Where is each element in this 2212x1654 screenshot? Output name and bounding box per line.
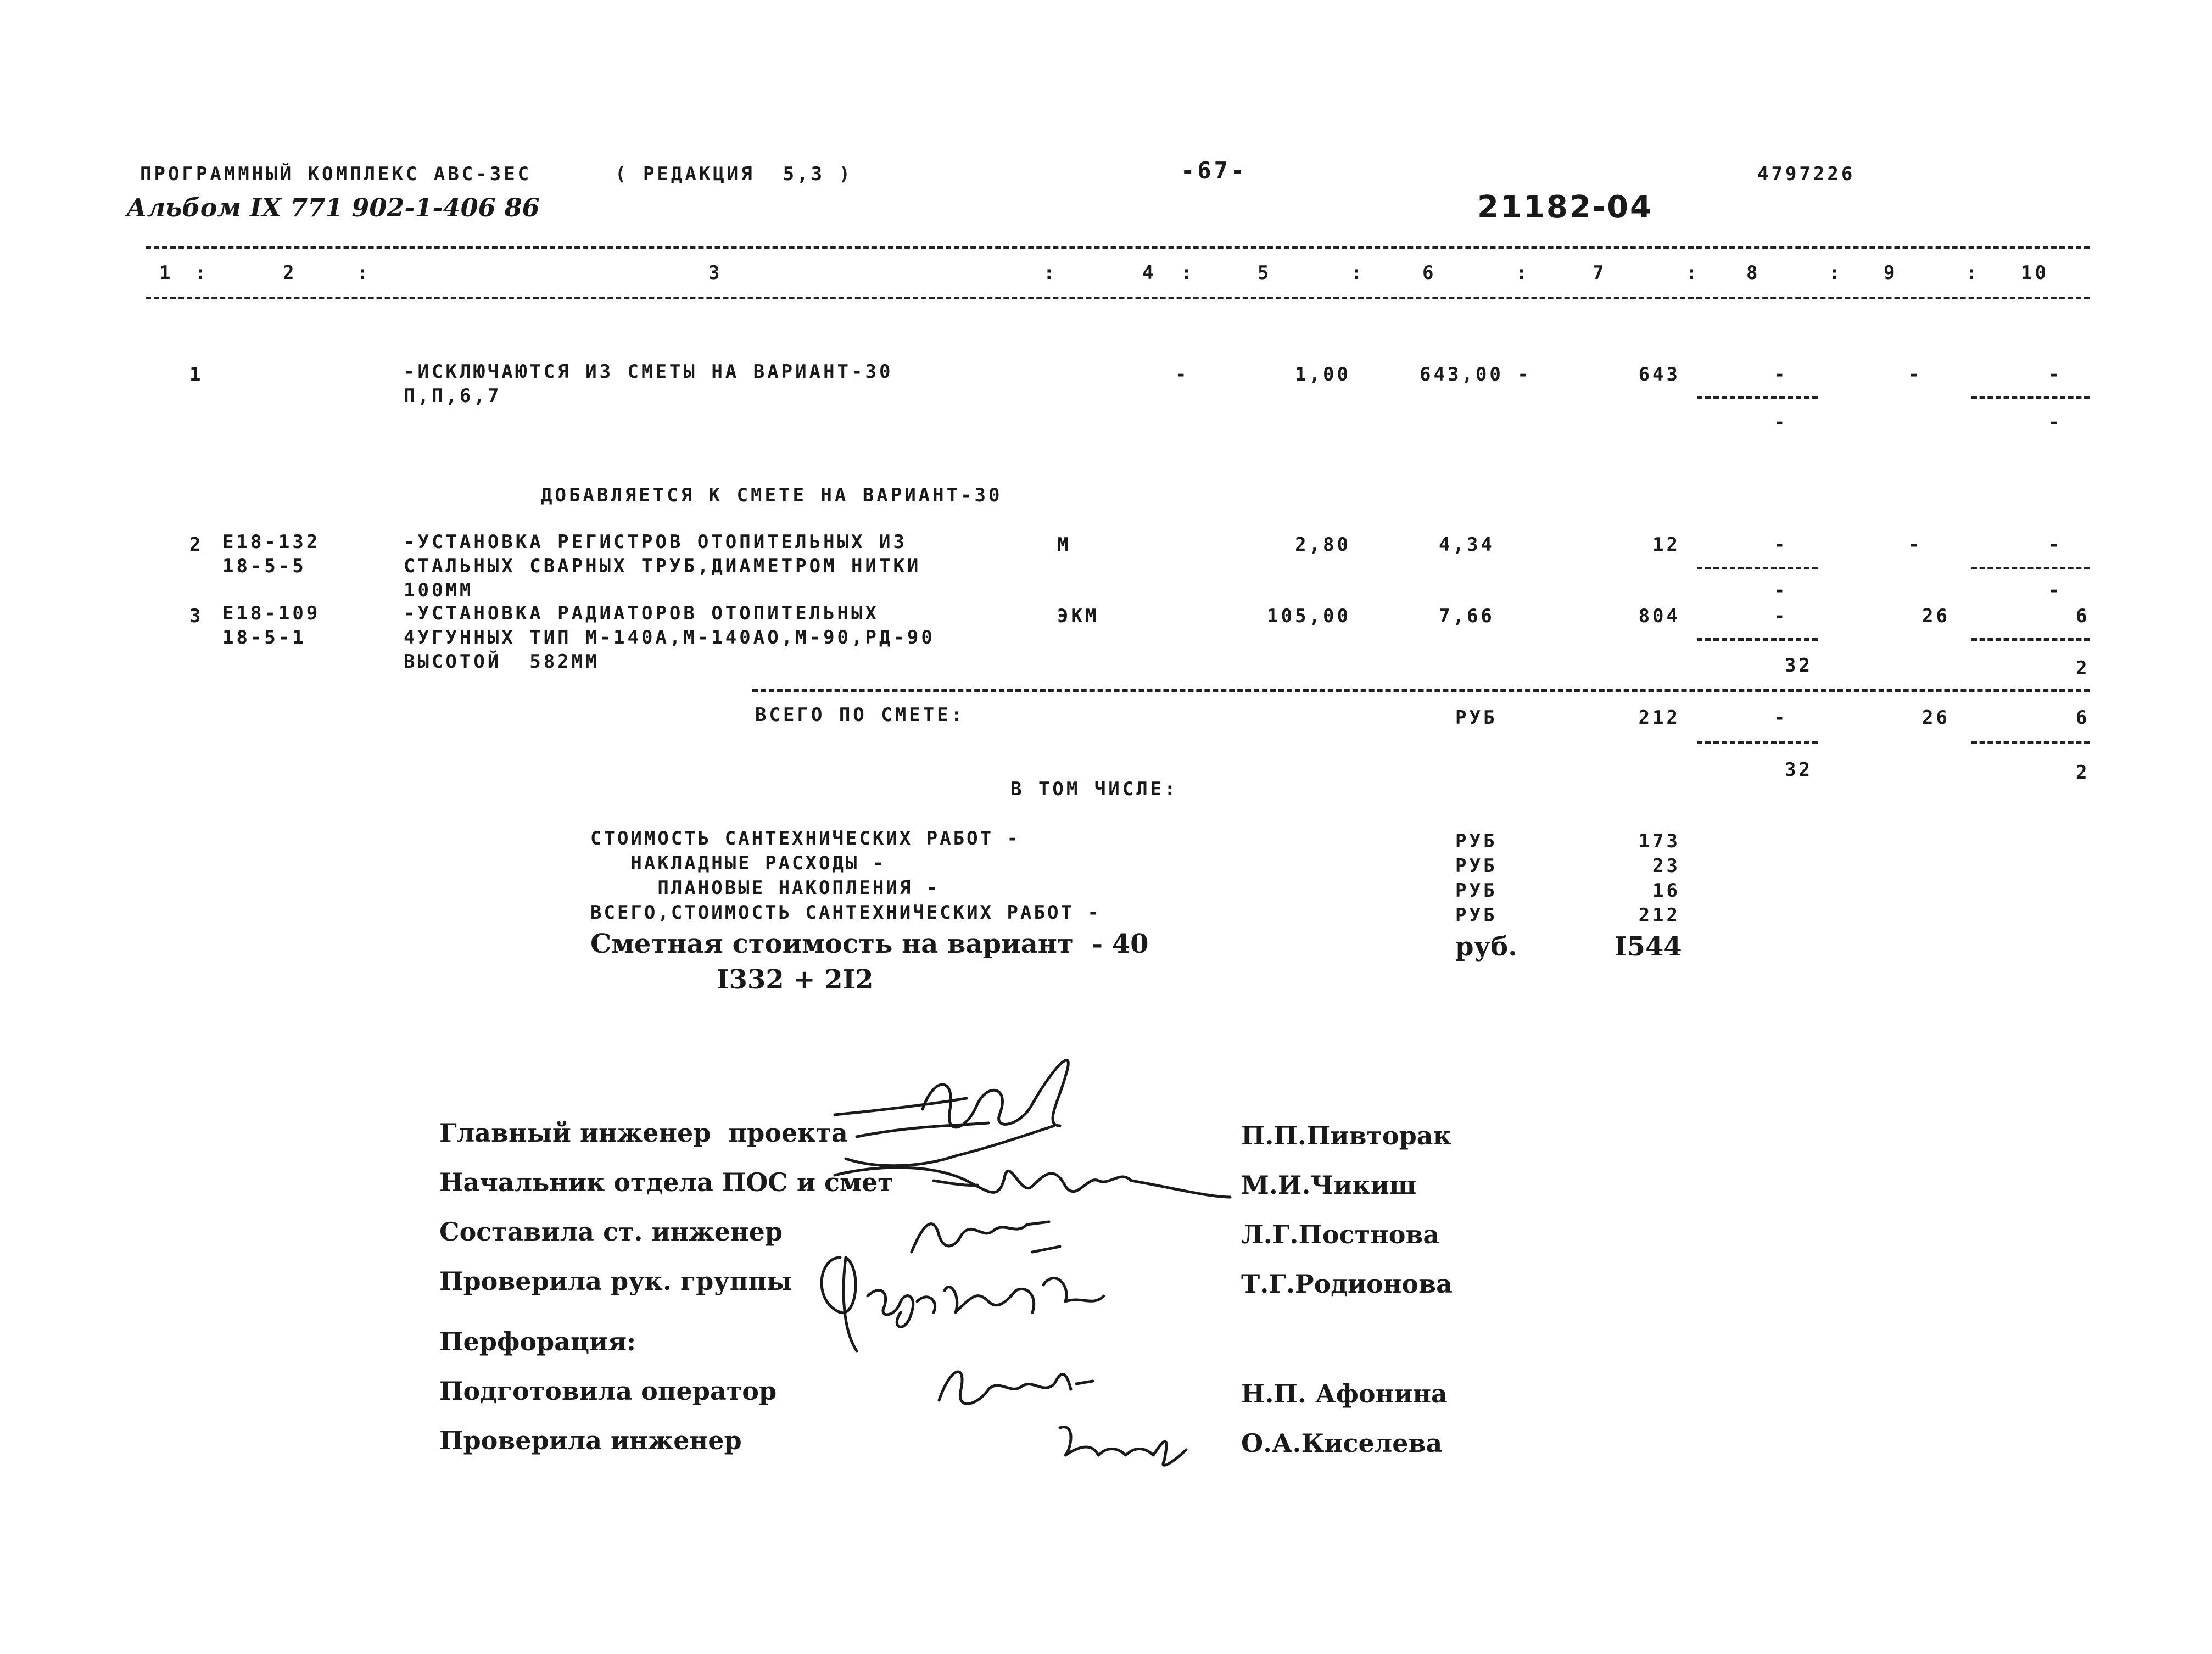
breakdown-unit: РУБ (1455, 855, 1498, 877)
column-header-6: 6 (1422, 262, 1437, 284)
total-c10-bottom: 2 (2076, 762, 2090, 784)
album-reference: Альбом IX 771 902-1-406 86 (126, 193, 540, 222)
breakdown-value: 16 (1652, 880, 1680, 902)
including-heading: В ТОМ ЧИСЛЕ: (1010, 778, 1178, 800)
row1-c8-rule (1697, 396, 1818, 399)
row2-c10-bottom: - (2048, 579, 2063, 601)
row1-c10-top: - (2048, 364, 2063, 385)
row2-c8-top: - (1774, 534, 1788, 556)
column-header-3: 3 (708, 262, 723, 284)
breakdown-label: НАКЛАДНЫЕ РАСХОДЫ - (590, 852, 886, 874)
row2-price: 4,34 (1439, 534, 1495, 556)
row3-num: 3 (189, 605, 204, 627)
column-header-5: 5 (1258, 262, 1272, 284)
column-header-8: 8 (1746, 262, 1761, 284)
row2-desc: -УСТАНОВКА РЕГИСТРОВ ОТОПИТЕЛЬНЫХ ИЗ СТАЛЬНЫХ СВАРНЫХ ТРУБ,ДИАМЕТРОМ НИТКИ 100ММ (404, 531, 921, 601)
row2-code: Е18-132 18-5-5 (222, 531, 321, 577)
row1-qty: 1,00 (1295, 364, 1351, 385)
signature-role: Составила ст. инженер (439, 1217, 783, 1247)
signature-name: Т.Г.Родионова (1241, 1269, 1453, 1299)
signature-scribble-rodionova (807, 1236, 1115, 1356)
row3-c10-top: 6 (2076, 605, 2090, 627)
row2-num: 2 (189, 534, 204, 556)
column-separators: : (195, 262, 209, 284)
row1-c10-bottom: - (2048, 411, 2063, 433)
row3-unit: ЭКМ (1057, 605, 1099, 627)
signature-scribble-kiseleva (1043, 1411, 1197, 1472)
total-c8-top: - (1774, 707, 1788, 729)
row2-c10-rule (1971, 567, 2090, 569)
column-separator: : (357, 262, 371, 284)
column-separator: : (1181, 262, 1195, 284)
signature-role: Подготовила оператор (439, 1376, 777, 1406)
edition: ( РЕДАКЦИЯ 5,3 ) (615, 163, 853, 185)
column-separator: : (1516, 262, 1530, 284)
row3-c9: 26 (1922, 605, 1950, 627)
header-rule-bottom (146, 297, 2090, 299)
estimate-label: Сметная стоимость на вариант - 40 (590, 929, 1149, 959)
row3-c8-top: - (1774, 605, 1788, 627)
row1-total: 643 (1638, 364, 1680, 385)
total-value: 212 (1638, 707, 1680, 729)
signature-role: Начальник отдела ПОС и смет (439, 1167, 893, 1197)
row2-qty: 2,80 (1295, 534, 1351, 556)
signature-name: М.И.Чикиш (1241, 1170, 1417, 1200)
row3-desc: -УСТАНОВКА РАДИАТОРОВ ОТОПИТЕЛЬНЫХ 4УГУННЫХ ТИП М-140А,М-140АО,М-90,РД-90 ВЫСОТОЙ 582ММ (404, 602, 935, 673)
total-c10-rule (1971, 741, 2090, 744)
row1-price: 643,00 - (1420, 364, 1532, 385)
row2-c10-top: - (2048, 534, 2063, 556)
signature-name: Л.Г.Постнова (1241, 1220, 1440, 1249)
total-rule (752, 689, 2090, 692)
row3-code: Е18-109 18-5-1 (222, 602, 321, 649)
column-header-2: 2 (283, 262, 297, 284)
column-header-4: 4 (1142, 262, 1157, 284)
column-header-1: 1 (159, 262, 174, 284)
signature-role: Проверила рук. группы (439, 1266, 792, 1296)
row2-c8-bottom: - (1774, 579, 1788, 601)
breakdown-label: СТОИМОСТЬ САНТЕХНИЧЕСКИХ РАБОТ - (590, 828, 1021, 850)
signature-role: Главный инженер проекта (439, 1118, 848, 1148)
page-number: -67- (1181, 157, 1248, 184)
signature-name: П.П.Пивторак (1241, 1121, 1451, 1150)
column-separator: : (1351, 262, 1365, 284)
column-separator: : (1829, 262, 1843, 284)
breakdown-value: 23 (1652, 855, 1680, 877)
total-unit: РУБ (1455, 707, 1498, 729)
row2-total: 12 (1652, 534, 1680, 556)
total-c10-top: 6 (2076, 707, 2090, 729)
signature-scribble-afonina (928, 1356, 1104, 1417)
row3-c8-rule (1697, 638, 1818, 641)
perforation-label: Перфорация: (439, 1327, 636, 1356)
column-header-10: 10 (2021, 262, 2049, 284)
program-name: ПРОГРАММНЫЙ КОМПЛЕКС АВС-ЗЕС (140, 163, 532, 185)
row1-desc: -ИСКЛЮЧАЮТСЯ ИЗ СМЕТЫ НА ВАРИАНТ-30 П,П,6,7 (404, 361, 893, 407)
estimate-unit: руб. (1455, 931, 1518, 962)
row1-unit: - (1175, 364, 1189, 385)
row3-price: 7,66 (1439, 605, 1495, 627)
breakdown-unit: РУБ (1455, 830, 1498, 852)
column-header-9: 9 (1884, 262, 1898, 284)
row1-c9: - (1908, 364, 1923, 385)
row3-c10-bottom: 2 (2076, 657, 2090, 679)
row3-qty: 105,00 (1267, 605, 1351, 627)
row1-num: 1 (189, 364, 204, 385)
total-c9: 26 (1922, 707, 1950, 729)
total-c8-bottom: 32 (1785, 759, 1813, 781)
breakdown-value: 173 (1638, 830, 1680, 852)
row1-c8-top: - (1774, 364, 1788, 385)
row2-c9: - (1908, 534, 1923, 556)
breakdown-unit: РУБ (1455, 880, 1498, 902)
estimate-value: I544 (1615, 931, 1682, 962)
row3-total: 804 (1638, 605, 1680, 627)
section-added-heading: ДОБАВЛЯЕТСЯ К СМЕТЕ НА ВАРИАНТ-30 (541, 484, 1003, 506)
document-number: 21182-04 (1477, 189, 1653, 225)
signature-name: О.А.Киселева (1241, 1428, 1443, 1458)
row3-c8-bottom: 32 (1785, 655, 1813, 677)
column-separator: : (1966, 262, 1980, 284)
estimate-formula: I332 + 2I2 (717, 964, 874, 995)
total-label: ВСЕГО ПО СМЕТЕ: (755, 704, 965, 726)
breakdown-value: 212 (1638, 904, 1680, 926)
breakdown-label: ПЛАНОВЫЕ НАКОПЛЕНИЯ - (590, 877, 940, 899)
header-rule-top (146, 246, 2090, 249)
row2-c8-rule (1697, 567, 1818, 569)
total-c8-rule (1697, 741, 1818, 744)
row1-c10-rule (1971, 396, 2090, 399)
signature-role: Проверила инженер (439, 1426, 742, 1455)
column-separator: : (1686, 262, 1700, 284)
row3-c10-rule (1971, 638, 2090, 641)
breakdown-label: ВСЕГО,СТОИМОСТЬ САНТЕХНИЧЕСКИХ РАБОТ - (590, 902, 1101, 924)
document-code: 4797226 (1757, 163, 1856, 185)
signature-name: Н.П. Афонина (1241, 1379, 1448, 1409)
row2-unit: М (1057, 534, 1071, 556)
column-separator: : (1043, 262, 1058, 284)
breakdown-unit: РУБ (1455, 904, 1498, 926)
row1-c8-bottom: - (1774, 411, 1788, 433)
column-header-7: 7 (1593, 262, 1607, 284)
